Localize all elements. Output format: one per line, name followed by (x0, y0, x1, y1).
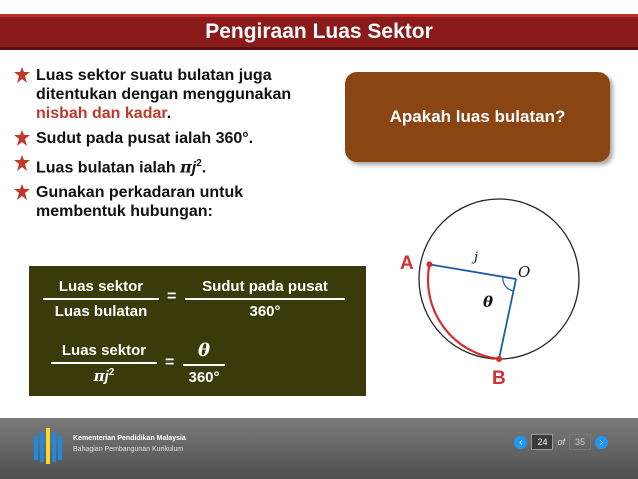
slide-title: Pengiraan Luas Sektor (205, 20, 433, 43)
bullet-text: Sudut pada pusat ialah 360°. (36, 130, 254, 147)
star-bullet-icon (14, 184, 30, 200)
circle-sector-diagram (390, 185, 638, 395)
bullet-text: Gunakan perkadaran untuk membentuk hubungan: (36, 184, 244, 221)
bullet-text-end: . (166, 105, 172, 122)
equals-sign: = (167, 288, 177, 305)
star-bullet-icon (14, 155, 30, 171)
prev-slide-icon[interactable]: ‹ (514, 436, 527, 449)
star-bullet-icon (14, 130, 30, 146)
radius-ob (499, 279, 516, 359)
frac-denominator: Luas bulatan (54, 303, 148, 320)
bullet-item (14, 183, 324, 221)
next-slide-icon[interactable]: › (595, 436, 608, 449)
question-text: Apakah luas bulatan? (389, 107, 566, 126)
bullet-item (14, 154, 324, 177)
org-division: Bahagian Pembangunan Kurikulum (73, 446, 184, 453)
label-o: O (518, 263, 531, 281)
label-a: A (400, 253, 414, 274)
exponent: 2 (108, 367, 115, 378)
label-j: j (474, 250, 479, 265)
frac-denominator: 360° (249, 303, 281, 320)
current-page: 24 (531, 434, 553, 450)
frac-numerator: Sudut pada pusat (202, 278, 328, 295)
page-of-label: of (557, 437, 565, 447)
label-b: B (492, 368, 506, 389)
point-b (496, 356, 502, 362)
exponent: 2 (196, 158, 202, 169)
fraction-sector-over-pir2 (51, 342, 157, 385)
fraction-angle-over-360 (185, 278, 345, 320)
bullet-text-end: . (201, 159, 207, 177)
sector-arc (428, 264, 499, 359)
question-box[interactable] (345, 72, 610, 162)
frac-denominator (51, 364, 157, 385)
bullet-text: Luas sektor suatu bulatan juga ditentukan dengan menggunakan (36, 67, 292, 103)
title-bar (0, 14, 638, 50)
bullet-item (14, 66, 324, 123)
pi-symbol: π (180, 157, 192, 177)
equals-sign: = (165, 354, 175, 371)
radius-var: j (191, 159, 197, 177)
formula-box (29, 266, 366, 396)
circle-outline (419, 199, 579, 359)
bullet-item (14, 129, 324, 148)
slide-pager (514, 433, 608, 451)
bullet-emphasis: nisbah dan kadar (36, 105, 167, 122)
pi-symbol: π (93, 367, 105, 385)
frac-numerator: Luas sektor (61, 342, 147, 359)
fraction-theta-over-360 (183, 340, 225, 386)
point-a (426, 261, 432, 267)
frac-denominator: 360° (188, 369, 220, 386)
frac-numerator: θ (197, 340, 210, 361)
star-bullet-icon (14, 67, 30, 83)
label-theta: θ (483, 293, 494, 311)
fraction-sector-over-circle (43, 278, 159, 320)
total-pages: 35 (569, 434, 591, 450)
frac-numerator: Luas sektor (58, 278, 144, 295)
bullet-list (14, 66, 324, 227)
bullet-text: Luas bulatan ialah (36, 159, 181, 177)
ministry-logo-icon (30, 426, 68, 468)
radius-var: j (104, 368, 109, 385)
footer-bar (0, 418, 638, 479)
org-name: Kementerian Pendidikan Malaysia (73, 435, 186, 442)
